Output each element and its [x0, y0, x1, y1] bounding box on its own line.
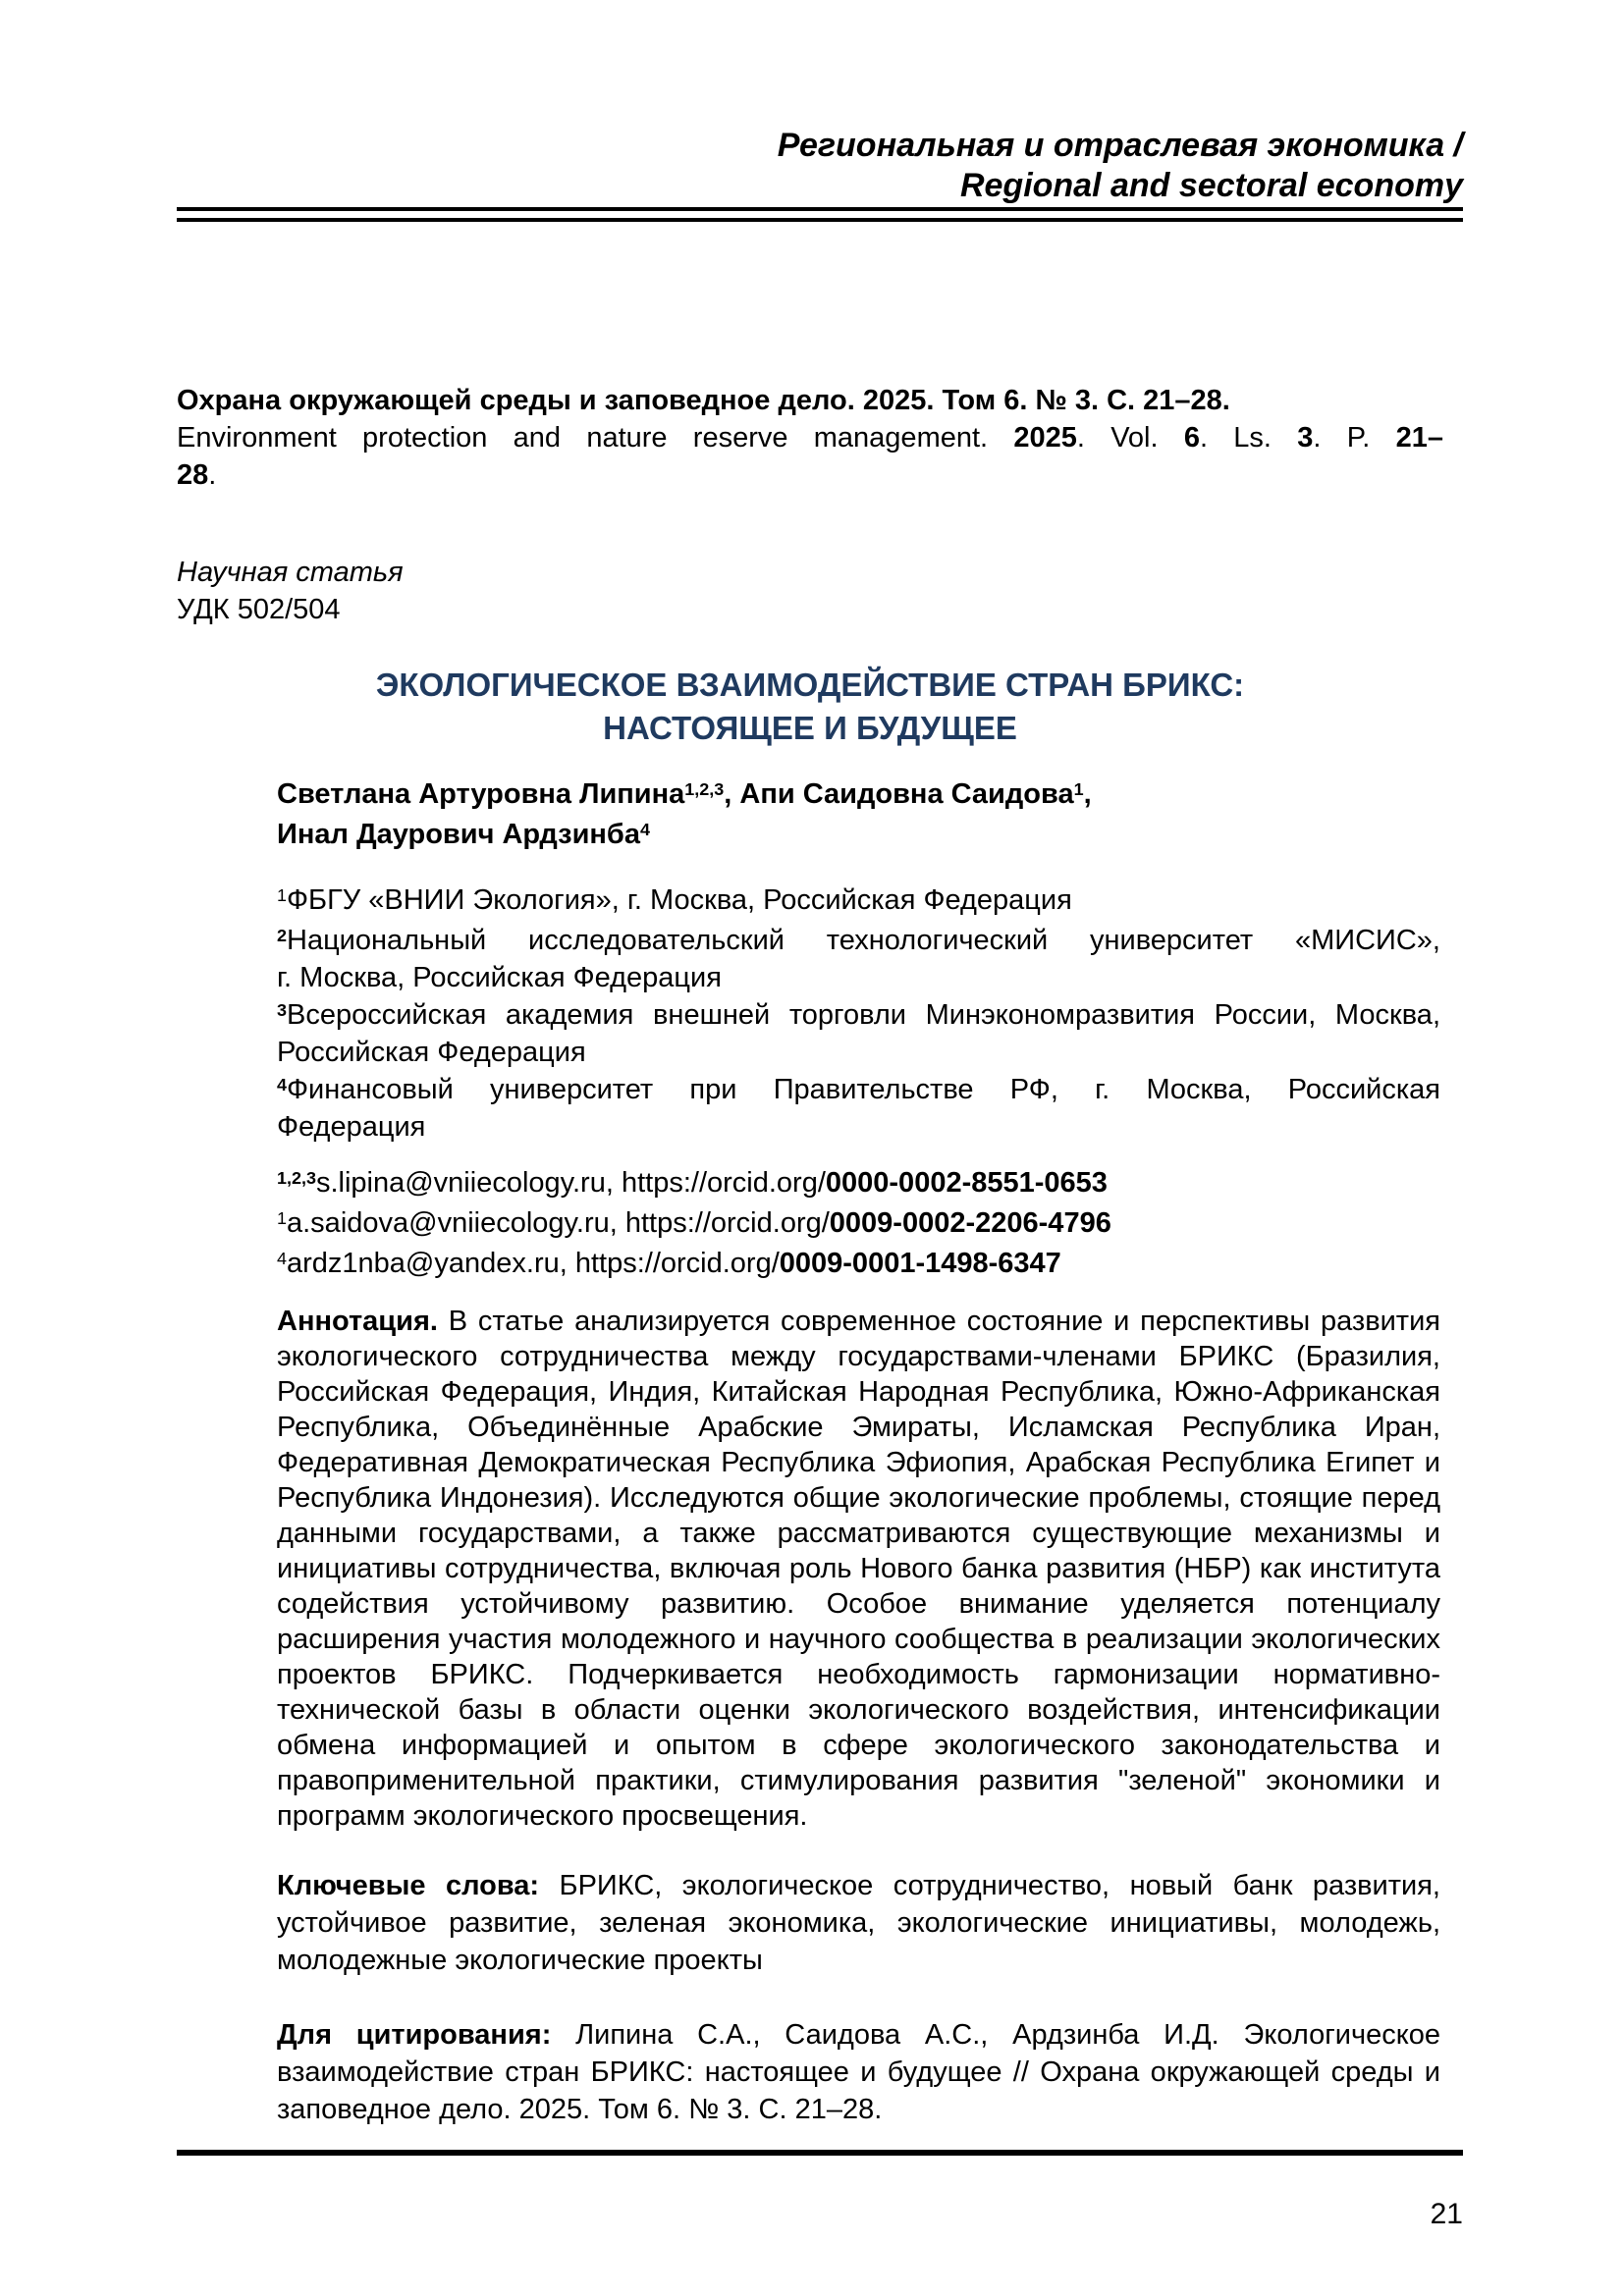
abstract-paragraph: Аннотация. В статье анализируется современное состояние и перспективы развития экологического сотрудничества между государствами-членами БРИКС (Бразилия, Российская Федерация, Индия, Китайская Народная Республика, Южно-Африканская Республика, Объединённые Арабские Эмираты, Исламская Республика Иран, Федеративная Демократическая Республика Эфиопия, Арабская Республика Египет и Республика Индонезия). Исследуются общие экологические проблемы, стоящие перед данными государствами, а также рассматриваются существующие механизмы и инициативы сотрудничества, включая роль Нового банка развития (НБР) как института содействия устойчивому развитию. Особое внимание уделяется потенциалу расширения участия молодежного и научного сообщества в реализации экологических проектов БРИКС. Подчеркивается необходимость гармонизации нормативно-технической базы в области оценки экологического воздействия, интенсификации обмена информацией и опытом в сфере экологического законодательства и правоприменительной практики, стимулирования развития "зеленой" экономики и программ экологического просвещения.: [277, 1306, 1440, 1832]
article-title: [177, 664, 1443, 750]
affiliation-line: $^1$ФБГУ «ВНИИ Экология», г. Москва, Российская Федерация: [277, 884, 1072, 916]
journal-section-title-ru: Региональная и отраслевая экономика /: [777, 127, 1463, 164]
affiliation: [277, 1071, 1440, 1146]
affiliation: [277, 922, 1440, 996]
for-citation-paragraph: Для цитирования: Липина С.А., Саидова А.С., Ардзинба И.Д. Экологическое взаимодействие стран БРИКС: настоящее и будущее // Охрана окружающей среды и заповедное дело. 2025. Том 6. № 3. С. 21–28.: [277, 2019, 1440, 2125]
affiliation-line: $^3$Всероссийская академия внешней торговли Минэкономразвития России, Москва,: [277, 999, 1440, 1031]
journal-section-title-en: Regional and sectoral economy: [959, 167, 1463, 204]
affiliation-line: $^4$Финансовый университет при Правительстве РФ, г. Москва, Российская: [277, 1074, 1440, 1105]
issue-citation-en-line2: 28.: [177, 459, 217, 491]
udc-code: УДК 502/504: [177, 594, 341, 625]
issue-citation-ru-line: Охрана окружающей среды и заповедное дело. 2025. Том 6. № 3. С. 21–28.: [177, 385, 1230, 416]
affiliation: [277, 881, 1440, 922]
affiliation: [277, 996, 1440, 1071]
article-type-label: Научная статья: [177, 557, 404, 588]
affiliations-block: [277, 881, 1440, 1146]
contact-line: $^4$ardz1nba@yandex.ru, https://orcid.org/0009-0001-1498-6347: [277, 1248, 1061, 1279]
header-rule-top: [177, 207, 1463, 211]
authors-line: Светлана Артуровна Липина$^{1,2,3}$, Апи Саидовна Саидова$^1$,: [277, 778, 1092, 810]
footer-rule: [177, 2150, 1463, 2156]
contacts-block: [277, 1164, 1440, 1285]
article-meta: [177, 554, 1443, 628]
affiliation-line: $^2$Национальный исследовательский технологический университет «МИСИС»,: [277, 925, 1440, 956]
article-title-line1: ЭКОЛОГИЧЕСКОЕ ВЗАИМОДЕЙСТВИЕ СТРАН БРИКС:: [375, 667, 1245, 703]
authors-block: [277, 775, 1440, 856]
keywords-paragraph: Ключевые слова: БРИКС, экологическое сотрудничество, новый банк развития, устойчивое развитие, зеленая экономика, экологические инициативы, молодежь, молодежные экологические проекты: [277, 1870, 1440, 1976]
issue-citation-en: [177, 419, 1443, 494]
affiliation-line: Федерация: [277, 1111, 426, 1143]
affiliation-line: г. Москва, Российская Федерация: [277, 962, 722, 993]
page-number: 21: [1430, 2198, 1463, 2230]
contact-line: $^{1,2,3}$s.lipina@vniiecology.ru, https://orcid.org/0000-0002-8551-0653: [277, 1167, 1108, 1199]
affiliation-line: Российская Федерация: [277, 1037, 586, 1068]
header-rule-bottom: [177, 218, 1463, 222]
journal-header: [491, 126, 1463, 206]
article-title-line2: НАСТОЯЩЕЕ И БУДУЩЕЕ: [603, 710, 1017, 746]
issue-citation-ru: [177, 382, 1443, 419]
issue-citation-en-line1: Environment protection and nature reserve management. 2025. Vol. 6. Ls. 3. P. 21–: [177, 422, 1443, 454]
contact-line: $^1$a.saidova@vniiecology.ru, https://orcid.org/0009-0002-2206-4796: [277, 1207, 1111, 1239]
authors-line: Инал Даурович Ардзинба$^4$: [277, 819, 650, 850]
